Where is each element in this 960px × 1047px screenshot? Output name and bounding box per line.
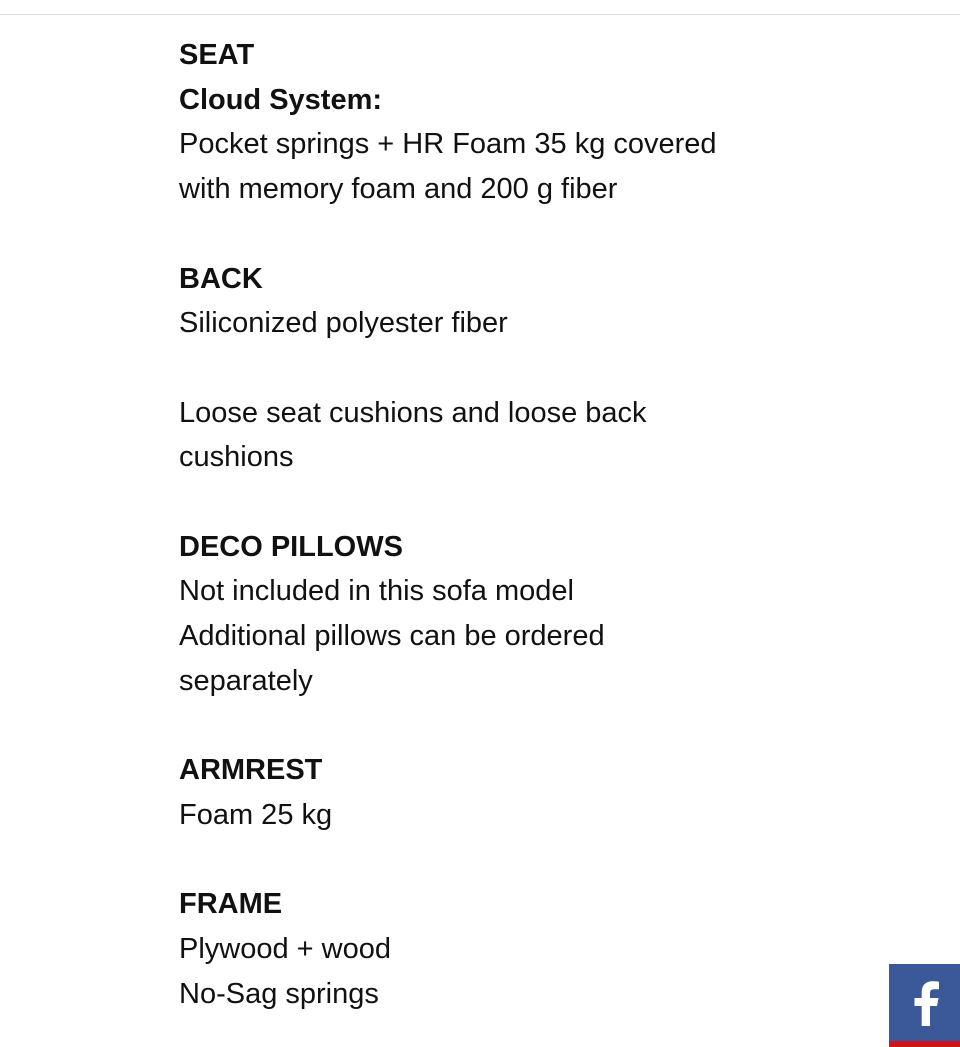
cushions-description-line: cushions [179,441,294,474]
seat-heading: SEAT [179,39,255,71]
back-heading: BACK [179,262,263,295]
back-section [179,257,799,346]
section-gap [179,838,799,883]
section-gap [179,212,799,257]
cushions-description-line: Loose seat cushions and loose back [179,396,647,429]
frame-description-line: No-Sag springs [179,977,379,1010]
deco-pillows-heading: DECO PILLOWS [179,530,403,563]
section-gap [179,704,799,749]
armrest-description-line: Foam 25 kg [179,798,333,831]
armrest-heading: ARMREST [179,754,323,787]
deco-pillows-description-line: Not included in this sofa model [179,575,574,608]
top-divider [0,14,960,15]
seat-subheading: Cloud System: [179,83,383,116]
deco-pillows-description-line: separately [179,664,313,697]
seat-description-line: Pocket springs + HR Foam 35 kg covered [179,128,717,161]
deco-pillows-description-line: Additional pillows can be ordered [179,620,605,653]
armrest-section [179,748,799,837]
section-gap [179,480,799,525]
product-specifications [179,33,799,1016]
cushions-section [179,391,799,480]
section-gap [179,346,799,391]
seat-section [179,33,799,212]
facebook-icon [908,980,942,1026]
frame-heading: FRAME [179,888,283,921]
seat-description-line: with memory foam and 200 g fiber [179,173,618,206]
back-description-line: Siliconized polyester fiber [179,307,508,340]
facebook-share-button[interactable] [889,964,960,1047]
frame-description-line: Plywood + wood [179,932,391,965]
frame-section [179,882,799,1016]
deco-pillows-section [179,525,799,704]
share-accent-bar [889,1041,960,1047]
